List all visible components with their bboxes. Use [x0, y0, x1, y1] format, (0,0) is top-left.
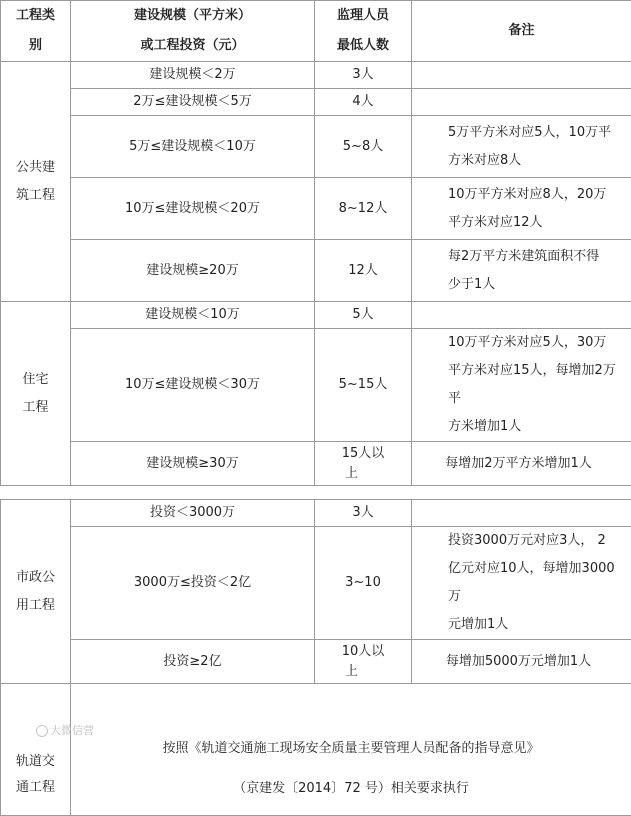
scale-cell: 建设规模＜2万 — [71, 62, 315, 89]
table-row — [1, 116, 631, 178]
category-rail-transit: 轨道交 通工程 — [1, 684, 71, 816]
staff-cell: 5~15人 — [315, 329, 412, 442]
scale-cell: 建设规模＜10万 — [71, 302, 315, 329]
note-cell: 5万平方米对应5人，10万平 方米对应8人 — [412, 116, 631, 178]
table-row — [1, 178, 631, 240]
table-row — [1, 89, 631, 116]
scale-cell: 3000万≤投资＜2亿 — [71, 527, 315, 640]
scale-cell: 建设规模≥20万 — [71, 240, 315, 302]
scale-cell: 投资≥2亿 — [71, 640, 315, 684]
staff-cell: 5~8人 — [315, 116, 412, 178]
header-category: 工程类 别 — [1, 1, 71, 62]
table-row — [1, 684, 631, 816]
category-public-buildings: 公共建 筑工程 — [1, 62, 71, 302]
staff-cell: 3人 — [315, 62, 412, 89]
table-row — [1, 527, 631, 640]
scale-cell: 5万≤建设规模＜10万 — [71, 116, 315, 178]
note-cell — [412, 302, 631, 329]
table-row — [1, 500, 631, 527]
staff-cell: 10人以 上 — [315, 640, 412, 684]
table-row — [1, 302, 631, 329]
note-cell: 10万平方米对应8人，20万 平方米对应12人 — [412, 178, 631, 240]
staff-cell: 5人 — [315, 302, 412, 329]
table-row — [1, 329, 631, 442]
staff-cell: 12人 — [315, 240, 412, 302]
staff-cell: 3~10 — [315, 527, 412, 640]
note-cell: 每增加5000万元增加1人 — [412, 640, 631, 684]
table-row — [1, 62, 631, 89]
scale-cell: 投资＜3000万 — [71, 500, 315, 527]
note-cell: 每2万平方米建筑面积不得 少于1人 — [412, 240, 631, 302]
note-cell: 10万平方米对应5人，30万 平方米对应15人，每增加2万平 方米增加1人 — [412, 329, 631, 442]
table-row — [1, 640, 631, 684]
scale-cell: 建设规模≥30万 — [71, 442, 315, 486]
scale-cell: 10万≤建设规模＜20万 — [71, 178, 315, 240]
header-notes: 备注 — [412, 1, 631, 62]
staff-cell: 3人 — [315, 500, 412, 527]
watermark: 大微信营 — [36, 722, 94, 738]
staff-cell: 4人 — [315, 89, 412, 116]
staff-cell: 15人以 上 — [315, 442, 412, 486]
category-municipal: 市政公 用工程 — [1, 500, 71, 684]
note-cell — [412, 89, 631, 116]
staff-cell: 8~12人 — [315, 178, 412, 240]
header-scale: 建设规模（平方米） 或工程投资（元） — [71, 1, 315, 62]
watermark-logo-icon — [36, 725, 48, 737]
table-row — [1, 240, 631, 302]
scale-cell: 10万≤建设规模＜30万 — [71, 329, 315, 442]
section-spacer — [1, 486, 631, 500]
category-residential: 住宅 工程 — [1, 302, 71, 486]
header-min-staff: 监理人员 最低人数 — [315, 1, 412, 62]
scale-cell: 2万≤建设规模＜5万 — [71, 89, 315, 116]
note-cell — [412, 500, 631, 527]
note-cell: 投资3000万元对应3人， 2 亿元对应10人，每增加3000万 元增加1人 — [412, 527, 631, 640]
table-row — [1, 442, 631, 486]
table-header-row — [1, 1, 631, 62]
note-cell: 每增加2万平方米增加1人 — [412, 442, 631, 486]
note-cell — [412, 62, 631, 89]
rail-requirement-cell: 按照《轨道交通施工现场安全质量主要管理人员配备的指导意见》 （京建发〔2014〕72 号）相关要求执行 — [71, 684, 631, 816]
